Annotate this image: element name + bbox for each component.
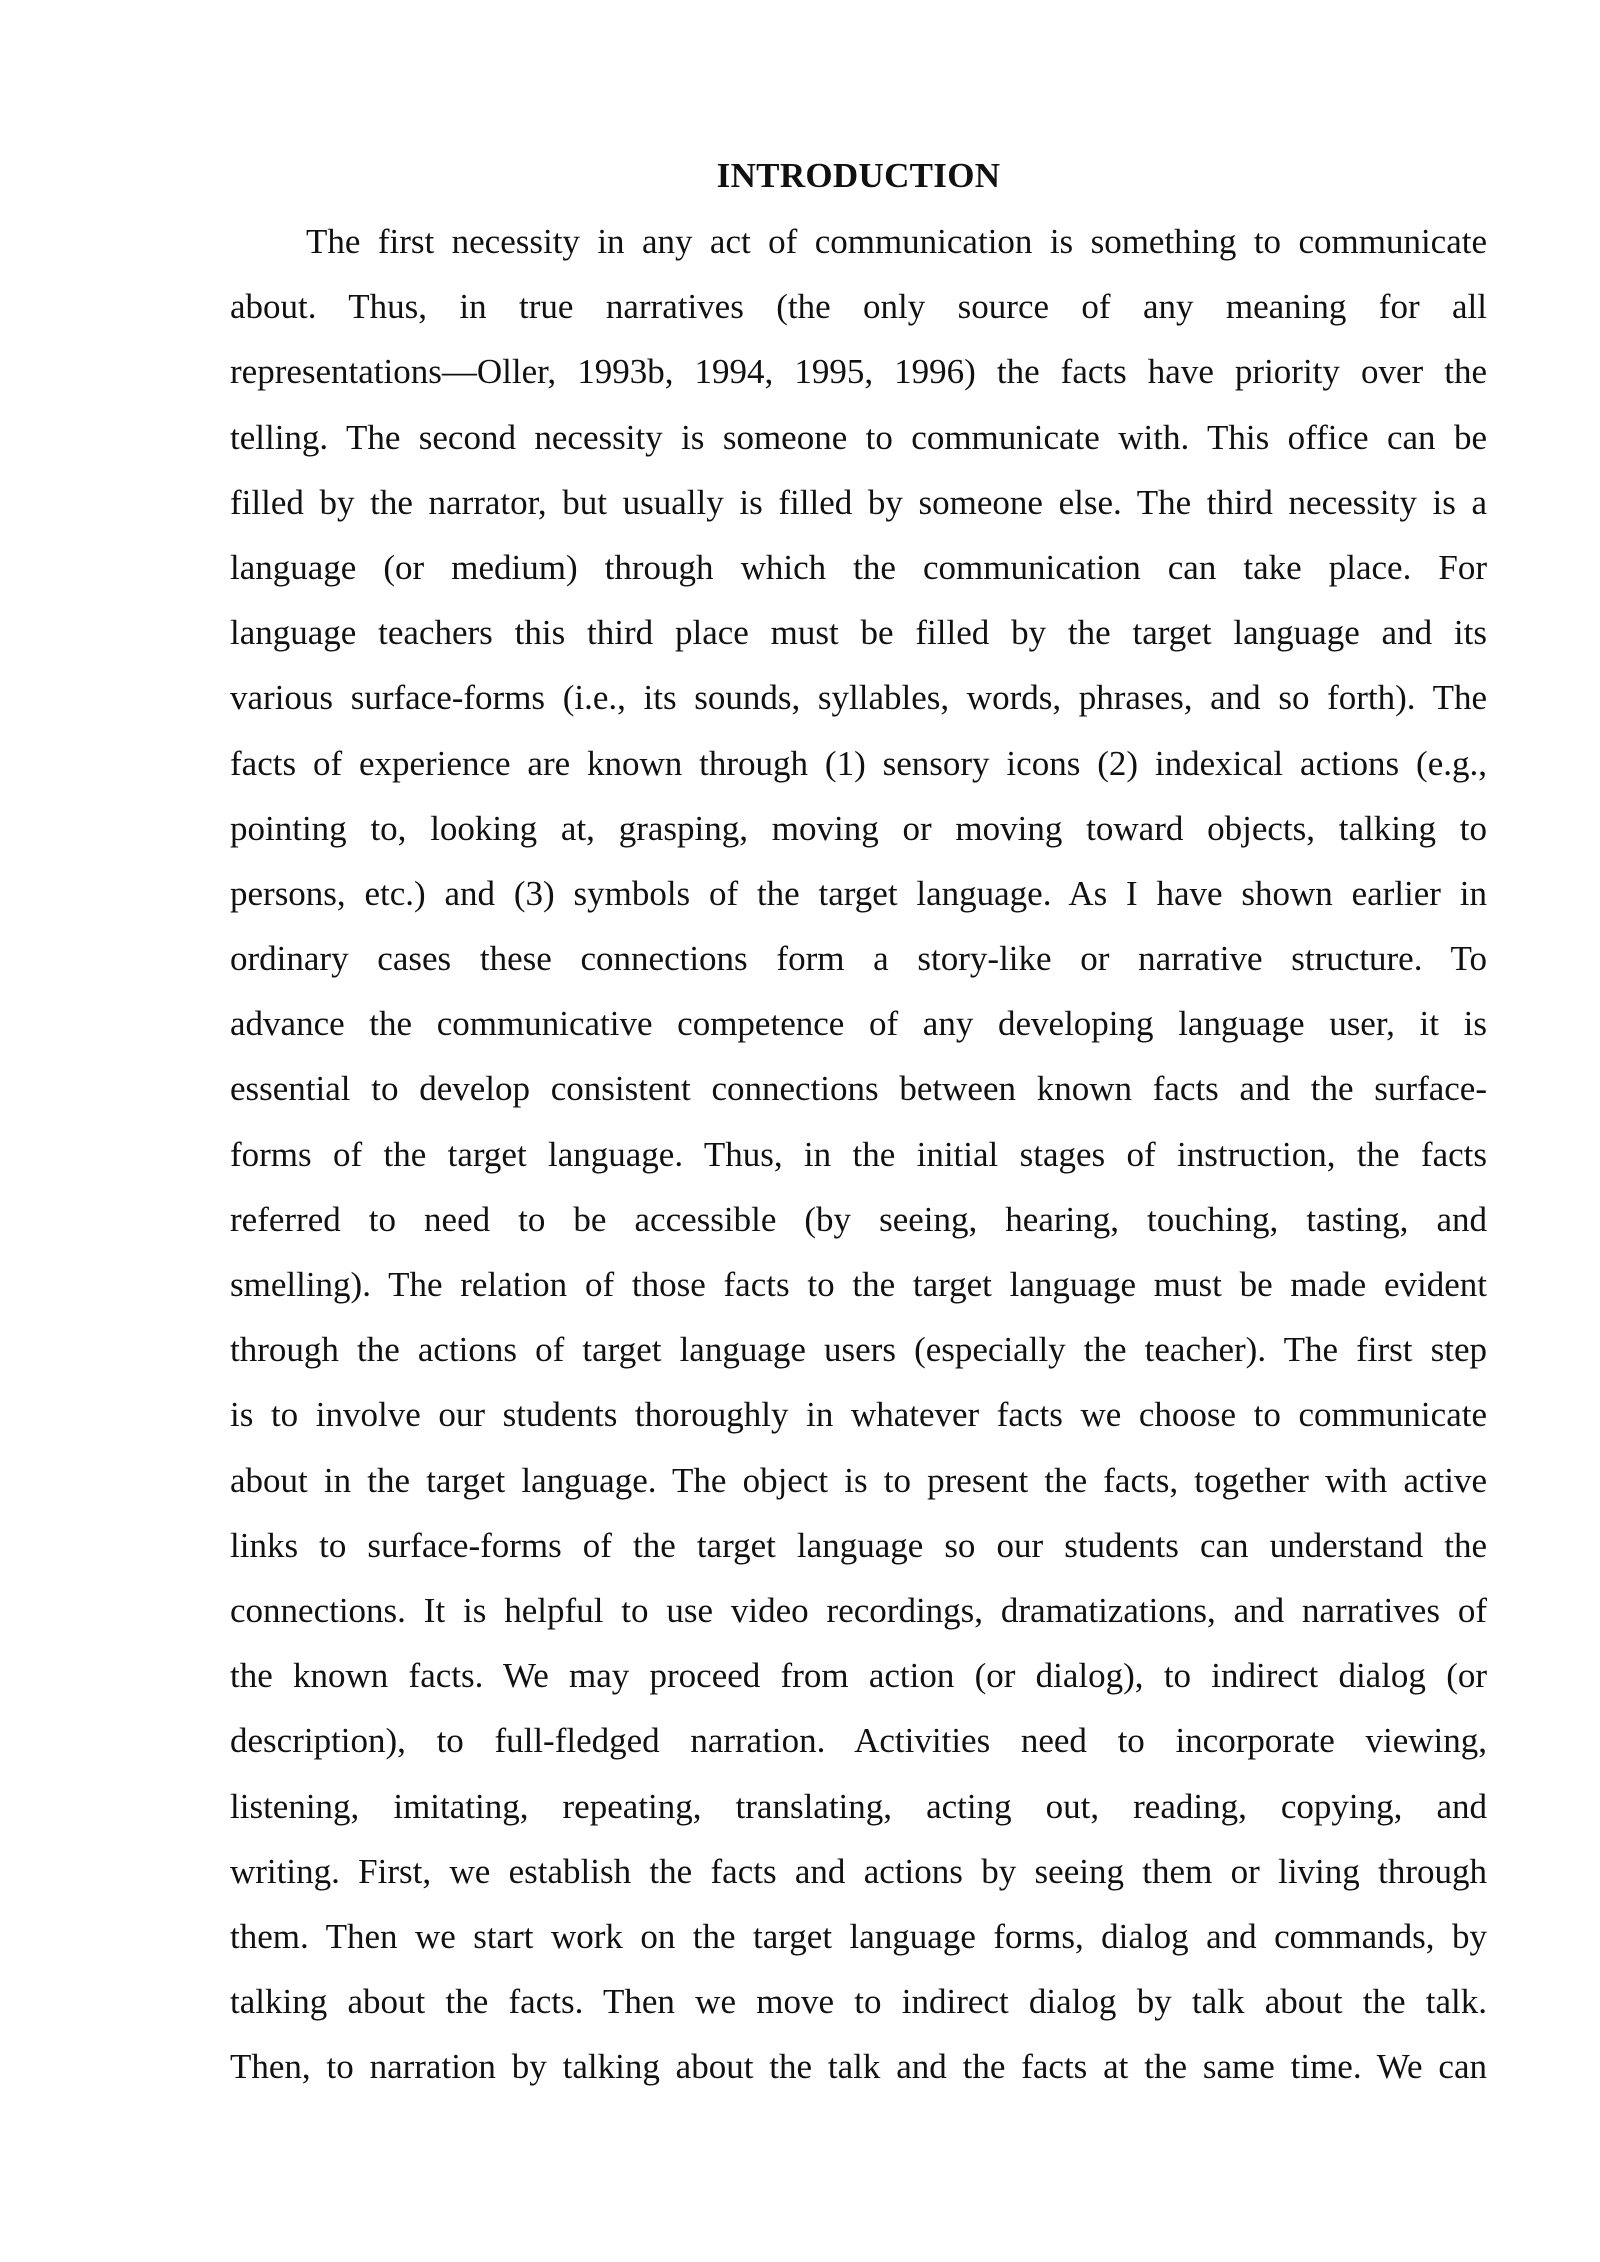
paragraph-line: forms of the target language. Thus, in the initial stages of instruction, the facts	[230, 1134, 1487, 1174]
paragraph-line: telling. The second necessity is someone to communicate with. This office can be	[230, 417, 1487, 457]
paragraph-line: referred to need to be accessible (by seeing, hearing, touching, tasting, and	[230, 1199, 1487, 1239]
paragraph-line: essential to develop consistent connections between known facts and the surface-	[230, 1069, 1487, 1109]
paragraph-line: representations—Oller, 1993b, 1994, 1995, 1996) the facts have priority over the	[230, 352, 1487, 392]
paragraph-line: talking about the facts. Then we move to indirect dialog by talk about the talk.	[230, 1982, 1487, 2022]
paragraph-line: about. Thus, in true narratives (the only source of any meaning for all	[230, 287, 1487, 327]
paragraph-line: pointing to, looking at, grasping, moving or moving toward objects, talking to	[230, 808, 1487, 848]
section-heading: INTRODUCTION	[716, 156, 1001, 195]
body-paragraph	[230, 209, 1487, 2099]
paragraph-line: is to involve our students thoroughly in whatever facts we choose to communicate	[230, 1395, 1487, 1435]
paragraph-line: connections. It is helpful to use video recordings, dramatizations, and narratives of	[230, 1590, 1487, 1630]
paragraph-line: the known facts. We may proceed from action (or dialog), to indirect dialog (or	[230, 1656, 1487, 1696]
paragraph-line: persons, etc.) and (3) symbols of the target language. As I have shown earlier in	[230, 873, 1487, 913]
paragraph-line: various surface-forms (i.e., its sounds, syllables, words, phrases, and so forth). The	[230, 678, 1487, 718]
paragraph-line: writing. First, we establish the facts and actions by seeing them or living through	[230, 1851, 1487, 1891]
paragraph-line: description), to full-fledged narration. Activities need to incorporate viewing,	[230, 1721, 1487, 1761]
paragraph-line: The first necessity in any act of communication is something to communicate	[306, 222, 1487, 261]
paragraph-line: language teachers this third place must be filled by the target language and its	[230, 613, 1487, 653]
paragraph-line: listening, imitating, repeating, translating, acting out, reading, copying, and	[230, 1786, 1487, 1826]
paragraph-line: about in the target language. The object is to present the facts, together with active	[230, 1460, 1487, 1500]
paragraph-line: facts of experience are known through (1) sensory icons (2) indexical actions (e.g.,	[230, 743, 1487, 783]
paragraph-line: filled by the narrator, but usually is filled by someone else. The third necessity is a	[230, 482, 1487, 522]
paragraph-line: links to surface-forms of the target language so our students can understand the	[230, 1525, 1487, 1565]
paragraph-line: advance the communicative competence of any developing language user, it is	[230, 1004, 1487, 1044]
paragraph-line: them. Then we start work on the target language forms, dialog and commands, by	[230, 1916, 1487, 1956]
paragraph-line: Then, to narration by talking about the talk and the facts at the same time. We can	[230, 2047, 1487, 2087]
paragraph-line: language (or medium) through which the communication can take place. For	[230, 547, 1487, 587]
paragraph-line: ordinary cases these connections form a story-like or narrative structure. To	[230, 939, 1487, 979]
paragraph-line: smelling). The relation of those facts to the target language must be made evident	[230, 1265, 1487, 1304]
paragraph-line: through the actions of target language users (especially the teacher). The first step	[230, 1330, 1487, 1370]
